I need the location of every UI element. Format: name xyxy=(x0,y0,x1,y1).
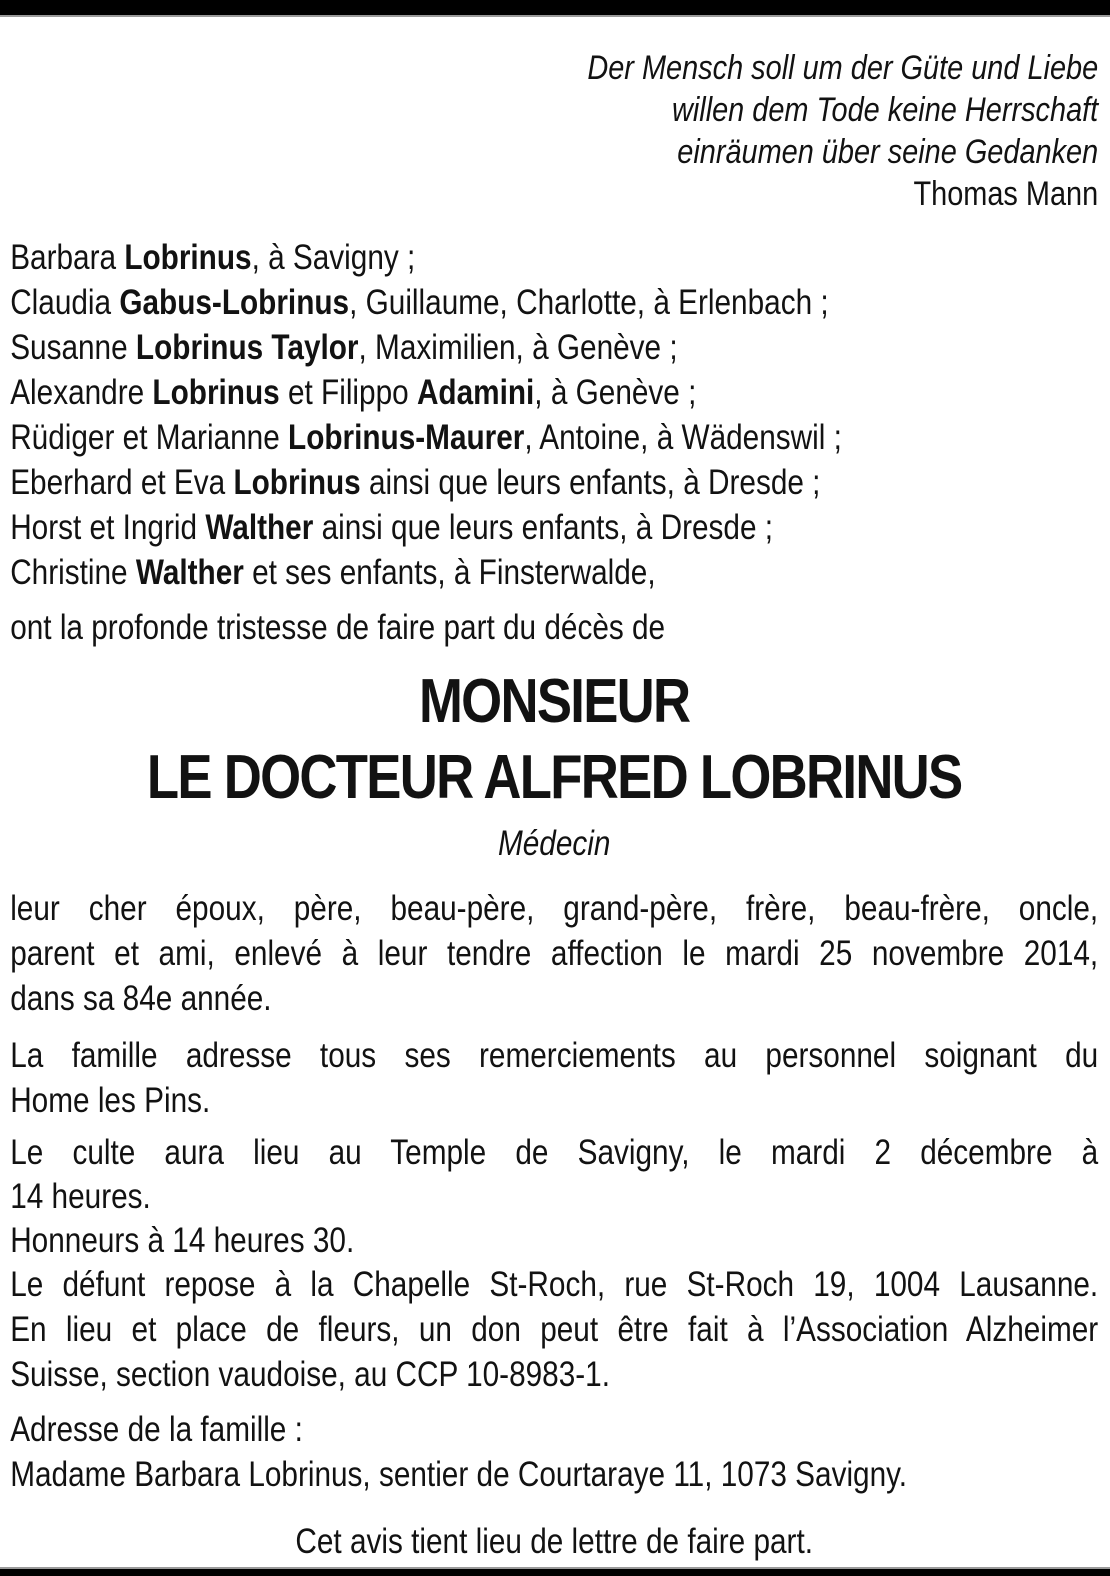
family-member-text: , Maximilien, à Genève ; xyxy=(358,328,678,367)
family-line-7 xyxy=(10,505,1098,550)
epigraph-attribution: Thomas Mann xyxy=(913,175,1099,213)
family-member-text: et Filippo xyxy=(279,373,417,412)
family-member-text: ainsi que leurs enfants, à Dresde ; xyxy=(360,463,821,502)
paragraph-line: Honneurs à 14 heures 30. xyxy=(10,1221,355,1260)
paragraph-line: Madame Barbara Lobrinus, sentier de Courtaraye 11, 1073 Savigny. xyxy=(10,1455,908,1494)
family-surname: Gabus-Lobrinus xyxy=(119,283,350,322)
death-details-paragraph xyxy=(10,886,1098,1021)
paragraph-line: Le défunt repose à la Chapelle St-Roch, rue St-Roch 19, 1004 Lausanne. xyxy=(10,1265,1099,1304)
family-member-text: Claudia xyxy=(10,283,120,322)
family-surname: Lobrinus xyxy=(124,238,252,277)
epigraph-line-1: Der Mensch soll um der Güte und Liebe xyxy=(587,49,1099,87)
family-member-text: Susanne xyxy=(10,328,136,367)
family-member-text: , Guillaume, Charlotte, à Erlenbach ; xyxy=(349,283,829,322)
deceased-title: MONSIEUR xyxy=(418,667,690,736)
family-surname: Adamini xyxy=(416,373,535,412)
family-list xyxy=(10,235,1098,595)
paragraph-line: 14 heures. xyxy=(10,1177,151,1216)
family-line-1 xyxy=(10,235,1098,280)
family-surname: Walther xyxy=(135,553,244,592)
thanks-paragraph xyxy=(10,1033,1098,1123)
epigraph-line-2: willen dem Tode keine Herrschaft xyxy=(671,91,1099,129)
closing-line: Cet avis tient lieu de lettre de faire part. xyxy=(295,1522,813,1561)
deceased-name: LE DOCTEUR ALFRED LOBRINUS xyxy=(146,743,962,812)
family-line-6 xyxy=(10,460,1098,505)
family-member-text: Barbara xyxy=(10,238,125,277)
obituary-content xyxy=(0,15,1110,1564)
family-line-5 xyxy=(10,415,1098,460)
epigraph-line-3: einräumen über seine Gedanken xyxy=(677,133,1099,171)
family-member-text: , à Genève ; xyxy=(534,373,697,412)
family-member-text: Christine xyxy=(10,553,136,592)
family-member-text: et ses enfants, à Finsterwalde, xyxy=(243,553,656,592)
paragraph-line: parent et ami, enlevé à leur tendre affection le mardi 25 novembre 2014, xyxy=(10,934,1099,973)
donations-paragraph xyxy=(10,1307,1098,1397)
family-address-paragraph xyxy=(10,1407,1098,1497)
bottom-border-bar xyxy=(0,1567,1110,1576)
family-surname: Lobrinus xyxy=(152,373,280,412)
paragraph-line: Le culte aura lieu au Temple de Savigny, le mardi 2 décembre à xyxy=(10,1133,1099,1172)
family-line-2 xyxy=(10,280,1098,325)
family-member-text: Alexandre xyxy=(10,373,153,412)
paragraph-line: La famille adresse tous ses remerciements au personnel soignant du xyxy=(10,1036,1099,1075)
family-line-8 xyxy=(10,550,1098,595)
family-surname: Lobrinus-Maurer xyxy=(288,418,525,457)
epigraph xyxy=(10,47,1098,215)
family-surname: Lobrinus xyxy=(233,463,361,502)
paragraph-line: En lieu et place de fleurs, un don peut être fait à l’Association Alzheimer xyxy=(10,1310,1099,1349)
paragraph-line: Adresse de la famille : xyxy=(10,1410,303,1449)
paragraph-line: Suisse, section vaudoise, au CCP 10-8983-1. xyxy=(10,1355,610,1394)
deceased-profession: Médecin xyxy=(497,824,611,863)
announcement-intro-line: ont la profonde tristesse de faire part du décès de xyxy=(10,608,666,647)
family-member-text: Rüdiger et Marianne xyxy=(10,418,289,457)
family-member-text: , à Savigny ; xyxy=(251,238,416,277)
family-member-text: ainsi que leurs enfants, à Dresde ; xyxy=(313,508,774,547)
family-line-4 xyxy=(10,370,1098,415)
family-surname: Walther xyxy=(205,508,314,547)
family-member-text: Horst et Ingrid xyxy=(10,508,206,547)
paragraph-line: dans sa 84e année. xyxy=(10,979,272,1018)
family-member-text: , Antoine, à Wädenswil ; xyxy=(524,418,842,457)
paragraph-line: leur cher époux, père, beau-père, grand-père, frère, beau-frère, oncle, xyxy=(10,889,1099,928)
paragraph-line: Home les Pins. xyxy=(10,1081,211,1120)
family-line-3 xyxy=(10,325,1098,370)
family-surname: Lobrinus Taylor xyxy=(135,328,359,367)
family-member-text: Eberhard et Eva xyxy=(10,463,234,502)
service-paragraph xyxy=(10,1131,1098,1307)
